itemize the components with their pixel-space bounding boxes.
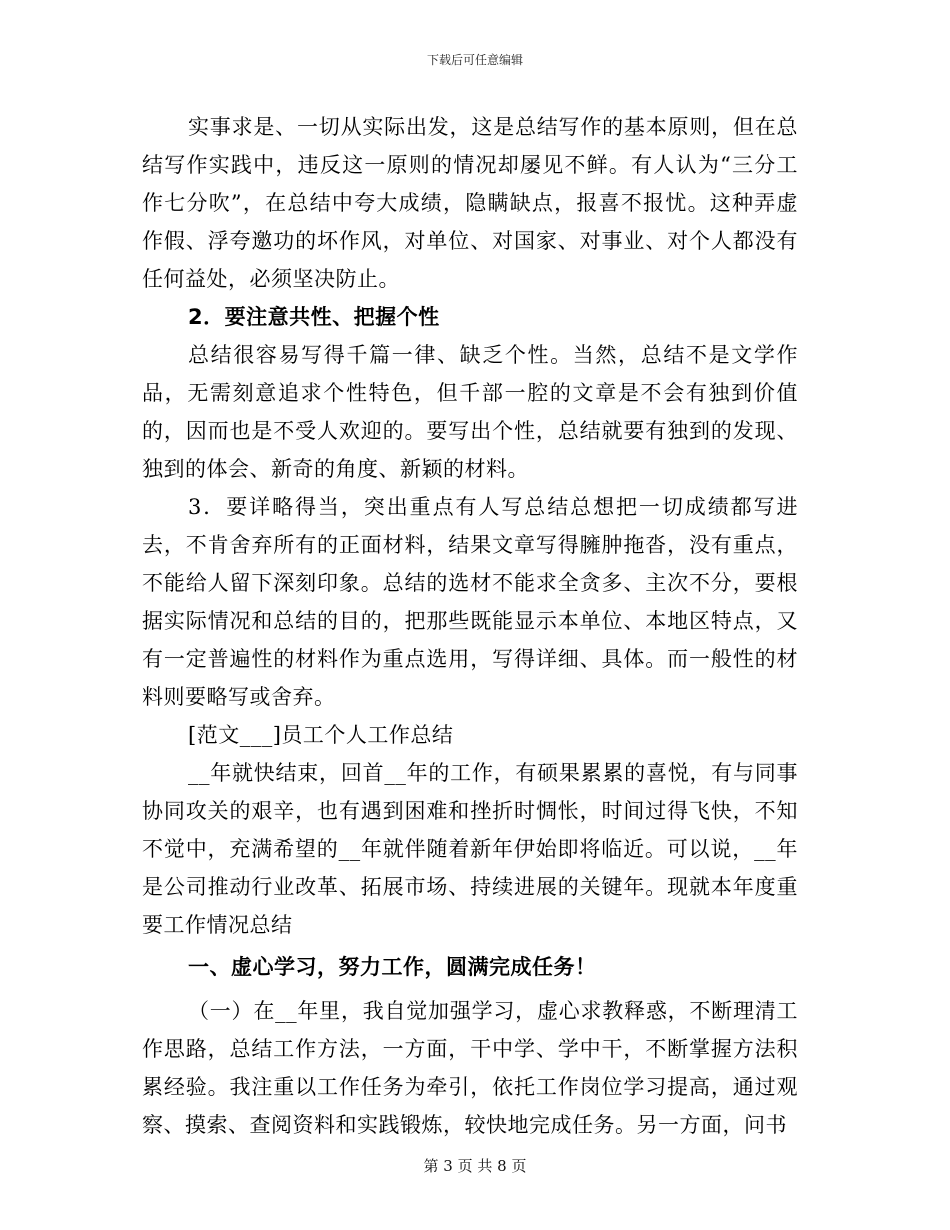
section-heading: 一、虚心学习，努力工作，圆满完成任务！	[188, 955, 597, 979]
paragraph: 实事求是、一切从实际出发，这是总结写作的基本原则，但在总结写作实践中，违反这一原则的情况却屡见不鲜。有人认为“三分工作七分吹”，在总结中夸大成绩，隐瞒缺点，报喜不报忧。这种弄虚作假、浮夸邀功的坏作风，对单位、对国家、对事业、对个人都没有任何益处，必须坚决防止。	[142, 115, 798, 291]
article-title: [范文___]员工个人工作总结	[188, 723, 454, 747]
page-header: 下载后可任意编辑	[426, 53, 523, 67]
paragraph: __年就快结束，回首__年的工作，有硕果累累的喜悦，有与同事协同攻关的艰辛，也有遇到困难和挫折时惆怅，时间过得飞快，不知不觉中，充满希望的__年就伴随着新年伊始即将临近。可以说，__年是公司推动行业改革、拓展市场、持续进展的关键年。现就本年度重要工作情况总结	[142, 761, 798, 937]
document-body	[142, 108, 798, 1144]
paragraph: （一）在__年里，我自觉加强学习，虚心求教释惑，不断理清工作思路，总结工作方法，一方面，干中学、学中干，不断掌握方法积累经验。我注重以工作任务为牵引，依托工作岗位学习提高，通过观察、摸索、查阅资料和实践锻炼，较快地完成任务。另一方面，问书	[142, 999, 798, 1137]
page-footer: 第 3 页 共 8 页	[423, 1157, 527, 1175]
section-heading: 2．要注意共性、把握个性	[188, 305, 440, 329]
paragraph: 总结很容易写得千篇一律、缺乏个性。当然，总结不是文学作品，无需刻意追求个性特色，但千部一腔的文章是不会有独到价值的，因而也是不受人欢迎的。要写出个性，总结就要有独到的发现、独到的体会、新奇的角度、新颖的材料。	[142, 343, 798, 481]
paragraph: 3．要详略得当，突出重点有人写总结总想把一切成绩都写进去，不肯舍弃所有的正面材料，结果文章写得臃肿拖沓，没有重点，不能给人留下深刻印象。总结的选材不能求全贪多、主次不分，要根据实际情况和总结的目的，把那些既能显示本单位、本地区特点，又有一定普遍性的材料作为重点选用，写得详细、具体。而一般性的材料则要略写或舍弃。	[142, 495, 798, 709]
